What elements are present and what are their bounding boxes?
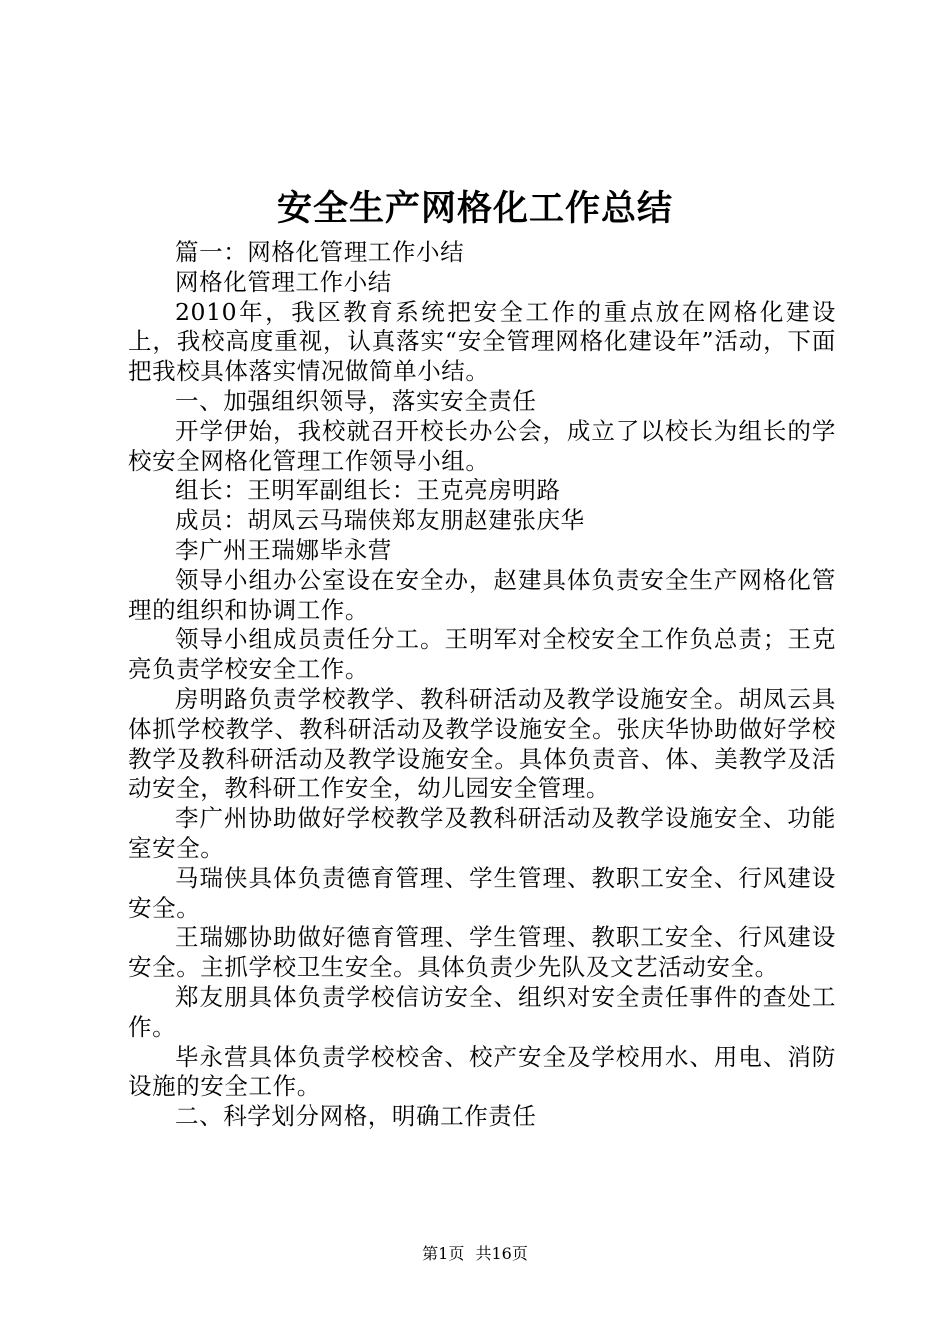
paragraph: 开学伊始，我校就召开校长办公会，成立了以校长为组长的学校安全网格化管理工作领导小组。 (128, 416, 836, 475)
document-body (128, 238, 836, 1132)
page-total: 共16页 (475, 1244, 528, 1263)
paragraph: 篇一：网格化管理工作小结 (175, 238, 465, 266)
paragraph: 领导小组办公室设在安全办，赵建具体负责安全生产网格化管理的组织和协调工作。 (128, 565, 836, 624)
paragraph: 领导小组成员责任分工。王明军对全校安全工作负总责；王克亮负责学校安全工作。 (128, 625, 836, 684)
paragraph: 李广州王瑞娜毕永营 (175, 535, 392, 564)
document-title: 安全生产网格化工作总结 (276, 188, 673, 229)
paragraph: 马瑞侠具体负责德育管理、学生管理、教职工安全、行风建设安全。 (128, 863, 836, 922)
page-number: 第1页 (422, 1244, 465, 1263)
paragraph: 李广州协助做好学校教学及教科研活动及教学设施安全、功能室安全。 (128, 804, 836, 862)
paragraph: 成员：胡凤云马瑞侠郑友朋赵建张庆华 (175, 506, 585, 535)
page-footer (0, 1244, 950, 1264)
paragraph: 一、加强组织领导，落实安全责任 (175, 386, 537, 415)
paragraph: 毕永营具体负责学校校舍、校产安全及学校用水、用电、消防设施的安全工作。 (128, 1042, 836, 1101)
paragraph: 网格化管理工作小结 (175, 267, 392, 296)
paragraph: 王瑞娜协助做好德育管理、学生管理、教职工安全、行风建设安全。主抓学校卫生安全。具体负责少先队及文艺活动安全。 (128, 923, 836, 982)
paragraph: 二、科学划分网格，明确工作责任 (175, 1102, 537, 1131)
paragraph: 郑友朋具体负责学校信访安全、组织对安全责任事件的查处工作。 (128, 982, 836, 1041)
paragraph: 2010年，我区教育系统把安全工作的重点放在网格化建设上，我校高度重视，认真落实“安全管理网格化建设年”活动，下面把我校具体落实情况做简单小结。 (128, 297, 836, 386)
paragraph: 房明路负责学校教学、教科研活动及教学设施安全。胡凤云具体抓学校教学、教科研活动及教学设施安全。张庆华协助做好学校教学及教科研活动及教学设施安全。具体负责音、体、美教学及活动安全，教科研工作安全，幼儿园安全管理。 (128, 684, 836, 803)
paragraph: 组长：王明军副组长：王克亮房明路 (175, 476, 561, 505)
